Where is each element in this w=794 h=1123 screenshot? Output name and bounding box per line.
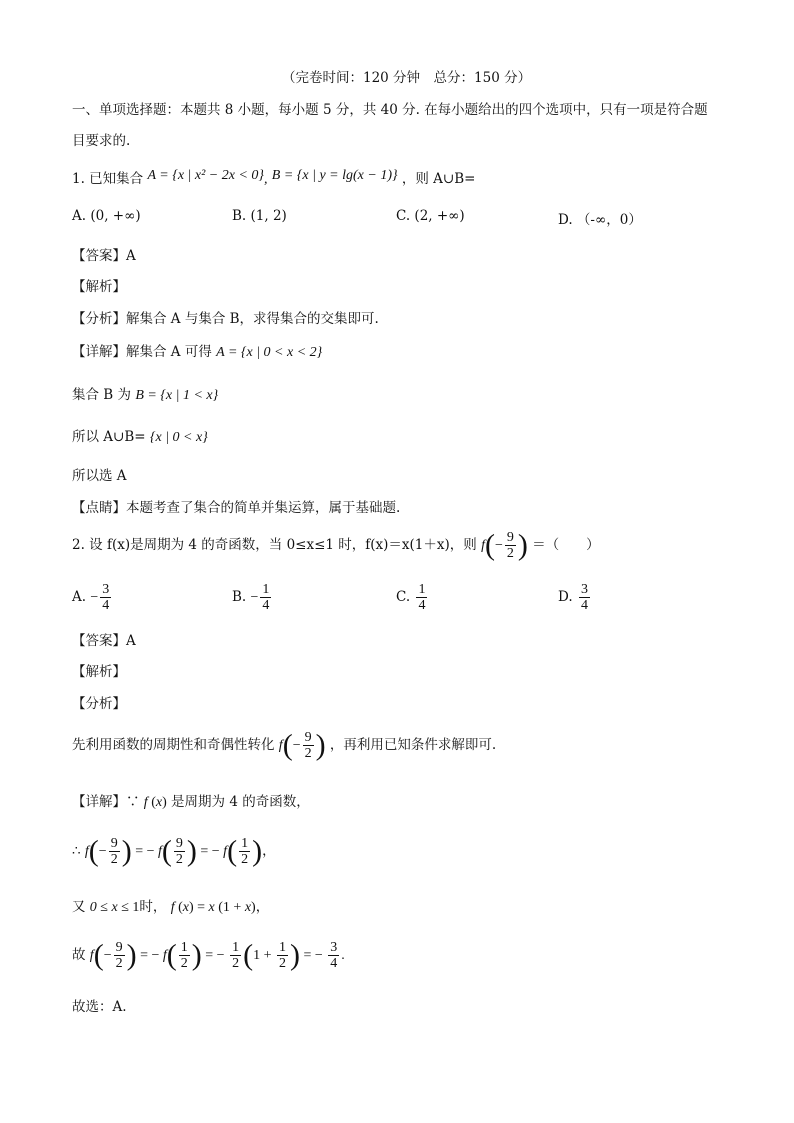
q1-prefix: 1. 已知集合 (72, 171, 144, 187)
q1-detail-3-math: {x | 0 < x} (149, 430, 208, 445)
q2-option-c: C. $\frac{1}{4}$ (396, 582, 426, 613)
q2-explain: 先利用函数的周期性和奇偶性转化 f(− $\frac{9}{2}$ ) ，再利用已知条件求解即可. (72, 728, 497, 762)
q2-explain-text-b: ，再利用已知条件求解即可. (329, 737, 497, 753)
q1-detail-1-math: A = {x | 0 < x < 2} (216, 345, 323, 360)
q1-option-c: C. (2, +∞) (396, 208, 465, 224)
q2-stem-paren: ＝（ ） (532, 537, 600, 553)
q2-detail-3-text-a: 又 (72, 899, 86, 915)
q2-option-b: B. − $\frac{1}{4}$ (232, 582, 270, 613)
q2-answer: 【答案】A (72, 633, 136, 649)
q1-detail-4: 所以选 A (72, 468, 127, 484)
q1-detail-2-math: B = {x | 1 < x} (135, 388, 219, 403)
q2-detail-1-text-a: 【详解】∵ (72, 794, 140, 810)
q1-detail-1-text: 【详解】解集合 A 可得 (72, 344, 212, 360)
q2-detail-3: 又 0 ≤ x ≤ 1时， f (x) = x (1 + x)， (72, 899, 270, 915)
q1-detail-3 (72, 425, 208, 446)
q1-option-d: D. （-∞，0） (558, 212, 642, 228)
q2-option-a: A. − $\frac{3}{4}$ (72, 582, 110, 613)
q2-detail-4-text: 故 (72, 947, 86, 963)
q1-suffix: ，则 A∪B= (401, 171, 476, 187)
q2-option-d: D. $\frac{3}{4}$ (558, 582, 588, 613)
q2-stem-expr: f (481, 538, 485, 553)
q1-option-a: A. (0, +∞) (72, 208, 141, 224)
q1-detail-2 (72, 383, 218, 404)
q2-detail-2: ∴ f(− $\frac{9}{2}$ ) = − f( $\frac{9}{2}$ ) = − f( $\frac{1}{2}$ )， (72, 834, 276, 868)
q2-detail-3-text-b: 时， (139, 899, 167, 915)
q2-stem-text: 2. 设 f(x)是周期为 4 的奇函数，当 0≤x≤1 时，f(x)＝x(1＋x)，则 (72, 537, 477, 553)
q1-answer: 【答案】A (72, 248, 136, 264)
exam-header: （完卷时间：120 分钟 总分：150 分） (282, 70, 532, 86)
q1-set-b: B = {x | y = lg(x − 1)} (271, 168, 398, 183)
q2-jiexi: 【解析】 (72, 664, 126, 680)
q1-detail-3-text: 所以 A∪B= (72, 429, 146, 445)
q2-stem-fraction: $\frac{9}{2}$ (506, 530, 514, 561)
therefore-symbol: ∴ (72, 843, 81, 859)
q1-dianjing: 【点睛】本题考查了集合的简单并集运算，属于基础题. (72, 500, 401, 516)
q2-explain-text-a: 先利用函数的周期性和奇偶性转化 (72, 737, 275, 753)
q1-jiexi: 【解析】 (72, 279, 126, 295)
section-heading-line1: 一、单项选择题：本题共 8 小题，每小题 5 分，共 40 分. 在每小题给出的四个选项中，只有一项是符合题 (72, 102, 708, 118)
q2-detail-1-text-b: 是周期为 4 的奇函数， (171, 794, 310, 810)
q2-detail-1: 【详解】∵ f (x) 是周期为 4 的奇函数， (72, 794, 310, 810)
q2-detail-4: 故 f(− $\frac{9}{2}$ ) = − f( $\frac{1}{2}$ ) = − $\frac{1}{2}$ (1 + $\frac{1}{2}$ ) = − $\frac{3}{4}$ . (72, 938, 345, 972)
section-heading-line2: 目要求的. (72, 133, 131, 149)
question-1-stem: 1. 已知集合 A = {x | x² − 2x < 0}, B = {x | y = lg(x − 1)} ，则 A∪B= (72, 168, 476, 187)
q1-detail-2-text: 集合 B 为 (72, 387, 132, 403)
q1-option-b: B. (1, 2) (232, 208, 287, 224)
q1-fenxi: 【分析】解集合 A 与集合 B，求得集合的交集即可. (72, 311, 379, 327)
q2-fenxi: 【分析】 (72, 696, 126, 712)
q2-select: 故选：A. (72, 999, 127, 1015)
q1-set-a: A = {x | x² − 2x < 0} (147, 168, 264, 183)
q1-detail-1 (72, 340, 322, 361)
question-2-stem: 2. 设 f(x)是周期为 4 的奇函数，当 0≤x≤1 时，f(x)＝x(1＋x)，则 f(− $\frac{9}{2}$ ) ＝（ ） (72, 528, 600, 562)
